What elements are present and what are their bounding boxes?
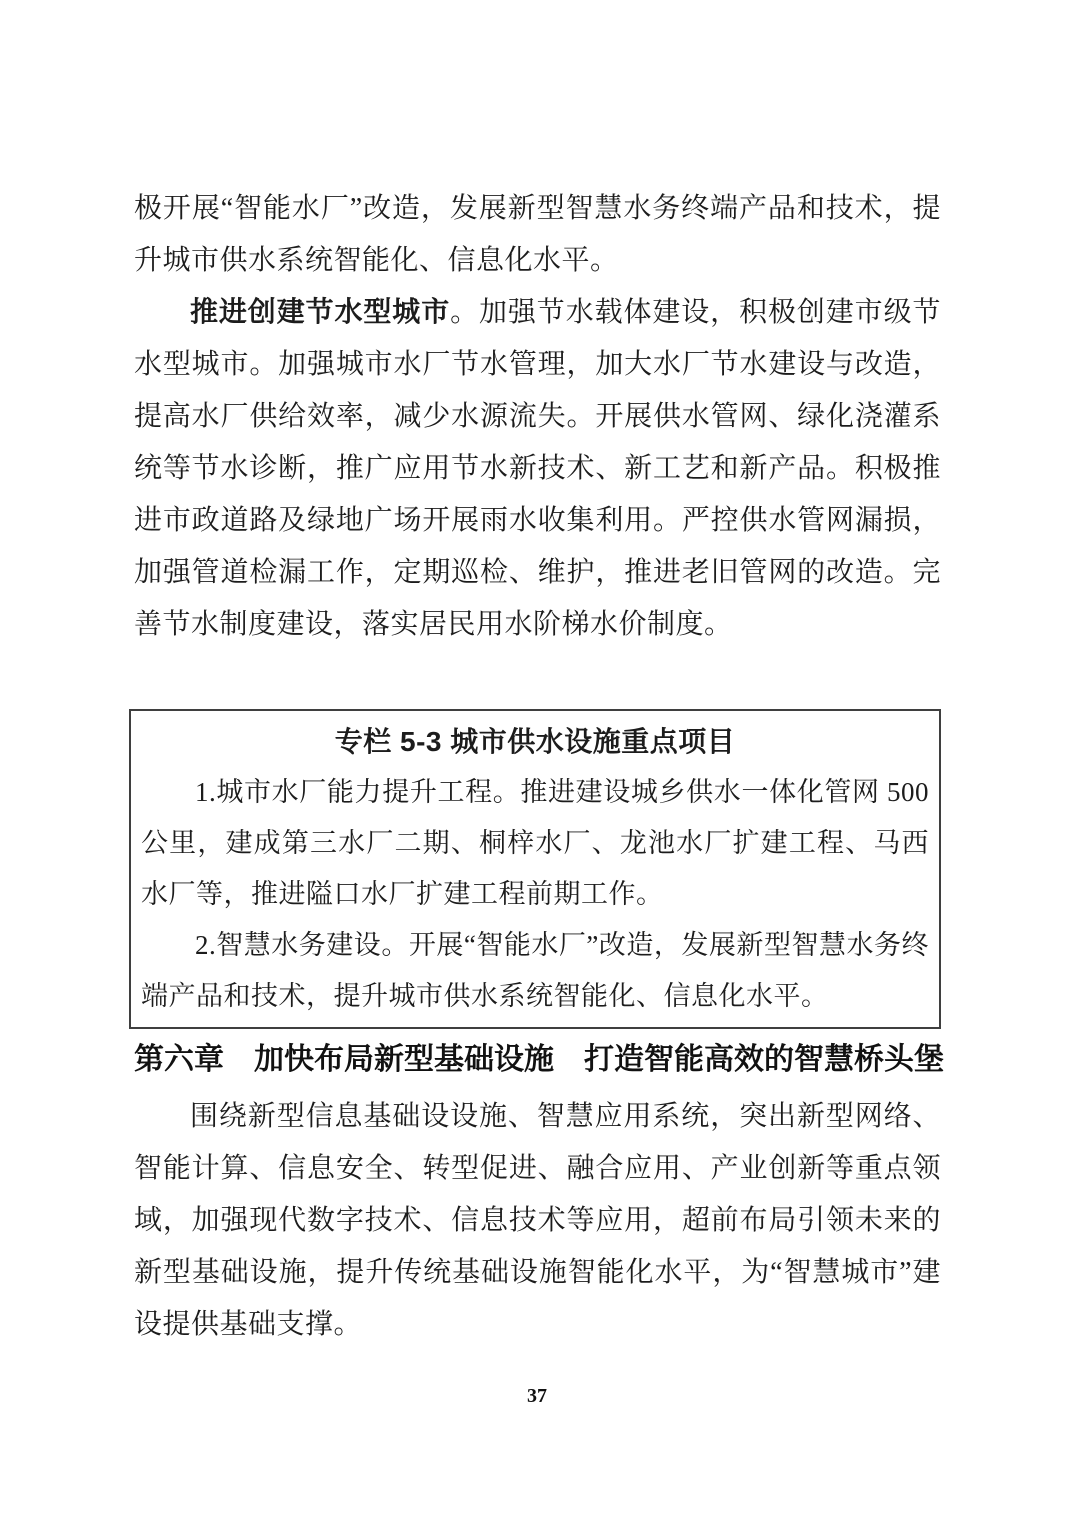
column-box-title: 专栏 5-3 城市供水设施重点项目 <box>334 726 736 757</box>
box-item-water-plant-capacity: 1.城市水厂能力提升工程。推进建设城乡供水一体化管网 500 公里，建成第三水厂二期、桐梓水厂、龙池水厂扩建工程、马西水厂等，推进隘口水厂扩建工程前期工作。 <box>141 777 929 909</box>
paragraph-chapter-intro: 围绕新型信息基础设设施、智慧应用系统，突出新型网络、智能计算、信息安全、转型促进、融合应用、产业创新等重点领域，加强现代数字技术、信息技术等应用，超前布局引领未来的新型基础设施，提升传统基础设施智能化水平，为“智慧城市”建设提供基础支撑。 <box>134 1101 941 1340</box>
paragraph-bold-lead: 推进创建节水型城市 <box>190 297 451 328</box>
paragraph-water-saving-city <box>134 287 941 651</box>
column-box-5-3 <box>129 709 941 1029</box>
box-item-smart-water-construction: 2.智慧水务建设。开展“智能水厂”改造，发展新型智慧水务终端产品和技术，提升城市供水系统智能化、信息化水平。 <box>141 930 929 1011</box>
page-number: 37 <box>527 1385 547 1407</box>
paragraph-smart-water-continuation: 极开展“智能水厂”改造，发展新型智慧水务终端产品和技术，提升城市供水系统智能化、信息化水平。 <box>134 193 941 276</box>
paragraph-rest-text: 。加强节水载体建设，积极创建市级节水型城市。加强城市水厂节水管理，加大水厂节水建设与改造，提高水厂供给效率，减少水源流失。开展供水管网、绿化浇灌系统等节水诊断，推广应用节水新技术、新工艺和新产品。积极推进市政道路及绿地广场开展雨水收集利用。严控供水管网漏损，加强管道检漏工作，定期巡检、维护，推进老旧管网的改造。完善节水制度建设，落实居民用水阶梯水价制度。 <box>134 297 941 640</box>
chapter-heading: 第六章 加快布局新型基础设施 打造智能高效的智慧桥头堡 <box>134 1043 944 1076</box>
page-content <box>134 183 944 1351</box>
